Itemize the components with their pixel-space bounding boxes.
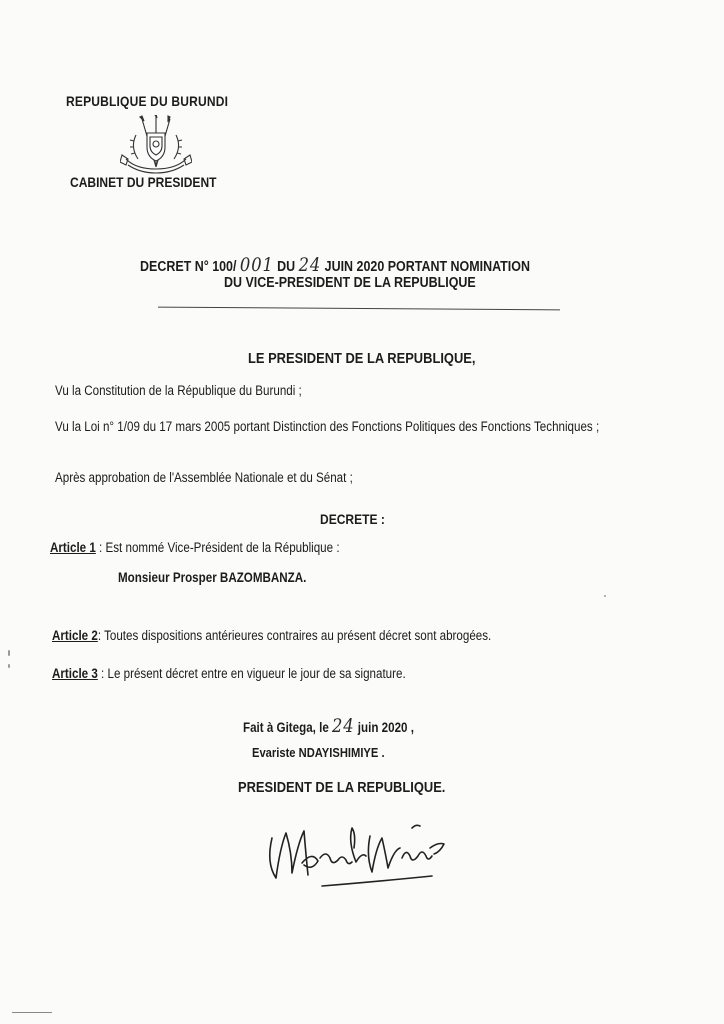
article-2-text: : Toutes dispositions antérieures contraires au présent décret sont abrogées. xyxy=(97,628,492,643)
article-3-label: Article 3 xyxy=(52,666,98,681)
title-divider xyxy=(158,307,560,311)
scan-edge-mark xyxy=(12,1012,52,1013)
scan-speck xyxy=(604,595,606,597)
article-1-label: Article 1 xyxy=(50,540,96,555)
header-country: REPUBLIQUE DU BURUNDI xyxy=(66,93,229,109)
header-office: CABINET DU PRESIDENT xyxy=(70,174,217,190)
decree-title-line1 xyxy=(140,254,593,276)
decree-du: DU xyxy=(277,259,296,275)
handwritten-signature-icon xyxy=(262,808,472,898)
signer-name: Evariste NDAYISHIMIYE . xyxy=(252,745,385,760)
decree-prefix: DECRET N° 100/ xyxy=(140,259,237,275)
article-1-text: : Est nommé Vice-Président de la République : xyxy=(95,540,340,555)
nominee-name: Monsieur Prosper BAZOMBANZA. xyxy=(118,570,307,585)
decree-day-handwritten: 24 xyxy=(298,254,322,276)
place-prefix: Fait à Gitega, le xyxy=(243,720,329,735)
apres-approbation: Après approbation de l'Assemblée Nationale et du Sénat ; xyxy=(55,470,353,485)
article-3-text: : Le présent décret entre en vigueur le jour de sa signature. xyxy=(97,666,406,681)
scan-speck xyxy=(8,664,10,668)
vu-constitution: Vu la Constitution de la République du Burundi ; xyxy=(55,383,302,398)
vu-loi: Vu la Loi n° 1/09 du 17 mars 2005 portant Distinction des Fonctions Politiques des Fonctions Techniques ; xyxy=(55,419,600,434)
article-2-label: Article 2 xyxy=(52,628,98,643)
decrete-heading: DECRETE : xyxy=(320,511,385,527)
place-and-date xyxy=(243,715,442,737)
coat-of-arms-icon xyxy=(120,115,192,181)
date-rest: juin 2020 , xyxy=(357,720,414,735)
article-1 xyxy=(50,540,387,555)
decree-title-line2: DU VICE-PRESIDENT DE LA REPUBLIQUE xyxy=(224,275,476,291)
signature-day-handwritten: 24 xyxy=(332,715,355,737)
decree-number-handwritten: 001 xyxy=(239,254,274,276)
article-3 xyxy=(52,666,463,681)
article-2 xyxy=(52,628,563,643)
scan-speck xyxy=(8,650,10,656)
president-heading: LE PRESIDENT DE LA REPUBLIQUE, xyxy=(248,350,476,367)
decree-title-rest: JUIN 2020 PORTANT NOMINATION xyxy=(324,259,530,275)
signer-title: PRESIDENT DE LA REPUBLIQUE. xyxy=(238,779,446,796)
